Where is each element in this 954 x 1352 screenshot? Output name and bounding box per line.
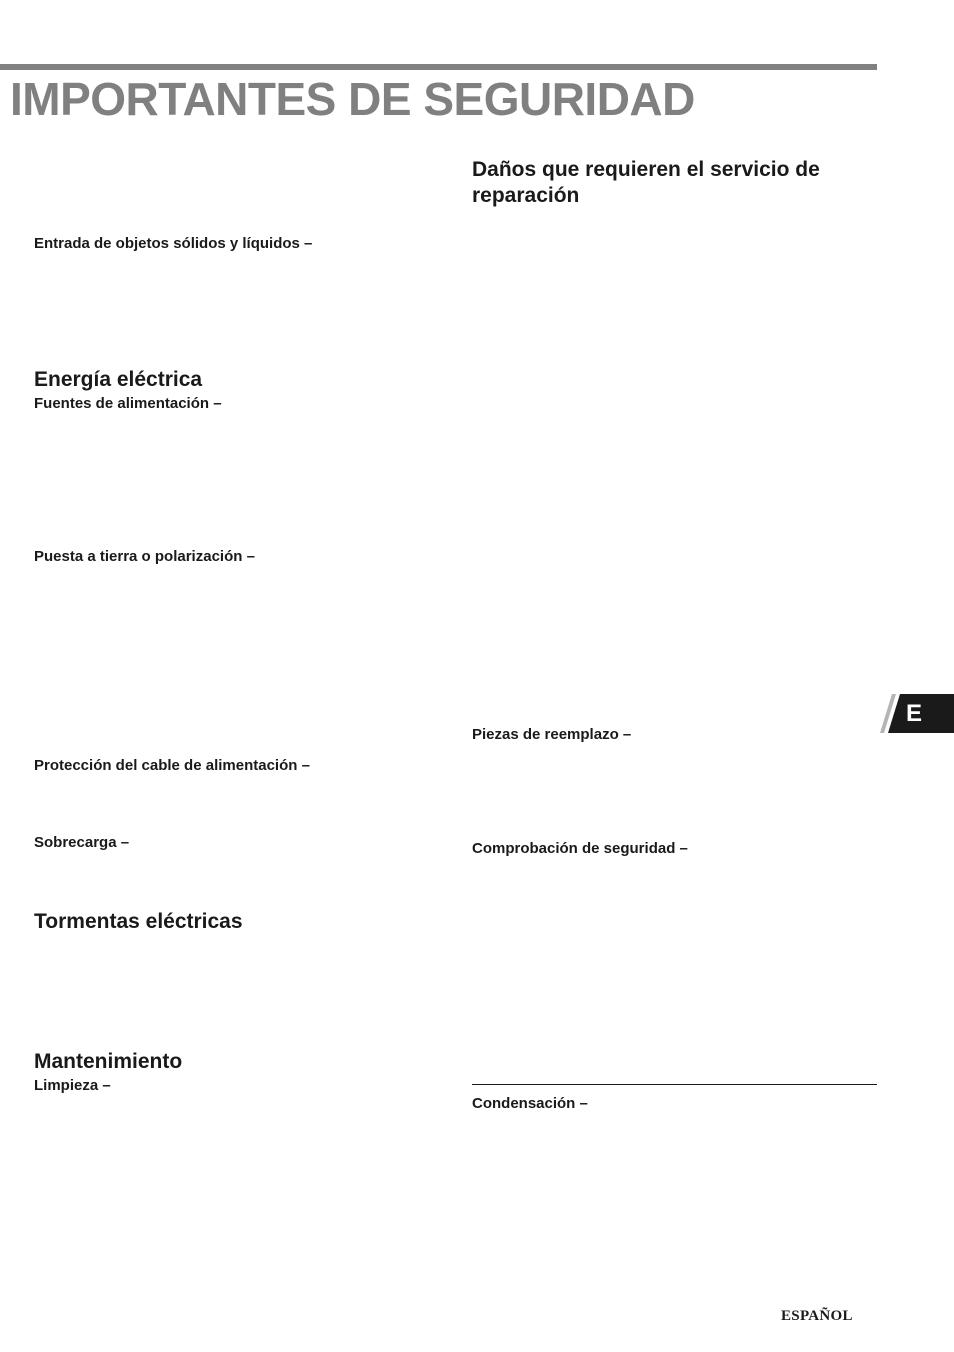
language-tab-letter: E xyxy=(905,700,922,727)
section-divider xyxy=(472,1084,877,1085)
heading-comprobacion-seguridad: Comprobación de seguridad – xyxy=(472,840,688,857)
heading-danos-reparacion: Daños que requieren el servicio de reparación xyxy=(472,158,820,207)
heading-tormentas-electricas: Tormentas eléctricas xyxy=(34,910,243,933)
heading-energia-electrica: Energía eléctrica xyxy=(34,368,203,391)
heading-sobrecarga: Sobrecarga – xyxy=(34,834,130,851)
heading-puesta-tierra: Puesta a tierra o polarización – xyxy=(34,548,255,565)
heading-limpieza: Limpieza – xyxy=(34,1077,111,1094)
page-title: IMPORTANTES DE SEGURIDAD xyxy=(10,73,695,125)
footer-language-label: ESPAÑOL xyxy=(781,1308,853,1324)
heading-piezas-reemplazo: Piezas de reemplazo – xyxy=(472,726,632,743)
language-tab xyxy=(878,694,954,733)
heading-condensacion: Condensación – xyxy=(472,1095,588,1112)
heading-fuentes-alimentacion: Fuentes de alimentación – xyxy=(34,395,222,412)
heading-mantenimiento: Mantenimiento xyxy=(34,1050,183,1073)
top-rule xyxy=(0,64,877,70)
heading-proteccion-cable: Protección del cable de alimentación – xyxy=(34,757,310,774)
heading-entrada-objetos: Entrada de objetos sólidos y líquidos – xyxy=(34,235,313,252)
